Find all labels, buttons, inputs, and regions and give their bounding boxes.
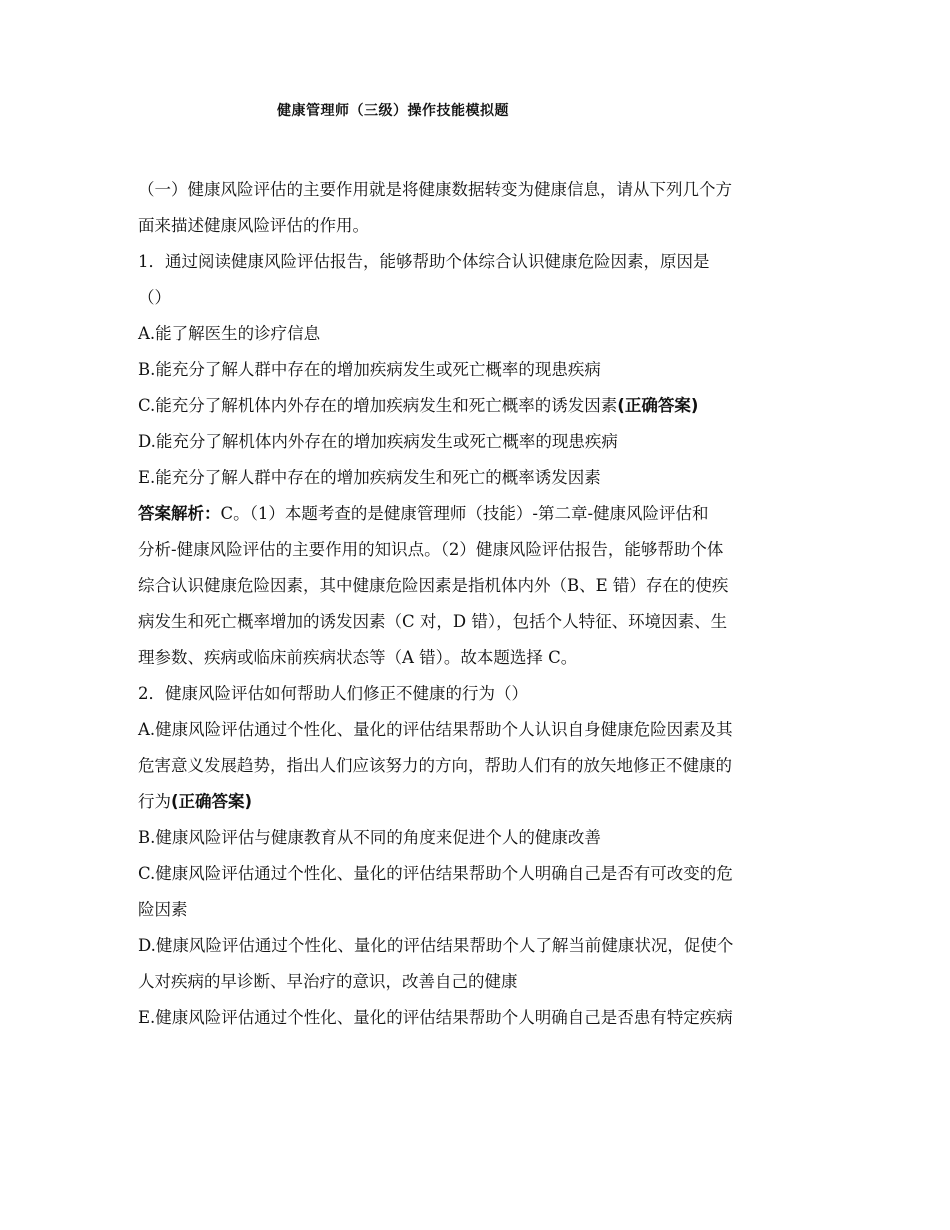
q2-option-e: E.健康风险评估通过个性化、量化的评估结果帮助个人明确自己是否患有特定疾病 <box>138 1008 733 1027</box>
q1-stem-line-2: （） <box>138 288 171 307</box>
q2-option-d-line-1: D.健康风险评估通过个性化、量化的评估结果帮助个人了解当前健康状况，促使个 <box>138 936 734 955</box>
q2-option-c-line-2: 险因素 <box>138 900 188 919</box>
q2-option-a-text: 行为 <box>138 792 171 811</box>
q1-analysis-line-2: 分析-健康风险评估的主要作用的知识点。（2）健康风险评估报告，能够帮助个体 <box>138 540 724 559</box>
q2-stem: 2．健康风险评估如何帮助人们修正不健康的行为（） <box>138 684 528 703</box>
analysis-label: 答案解析： <box>138 504 221 523</box>
q2-option-a-line-2: 危害意义发展趋势，指出人们应该努力的方向，帮助人们有的放矢地修正不健康的 <box>138 756 732 775</box>
document-body <box>138 172 818 1036</box>
q2-option-b: B.健康风险评估与健康教育从不同的角度来促进个人的健康改善 <box>138 828 601 847</box>
q1-option-c <box>138 388 818 424</box>
q1-analysis-line-3: 综合认识健康危险因素，其中健康危险因素是指机体内外（B、E 错）存在的使疾 <box>138 576 729 595</box>
q1-option-c-text: C.能充分了解机体内外存在的增加疾病发生和死亡概率的诱发因素 <box>138 396 618 415</box>
q1-analysis-line-5: 理参数、疾病或临床前疾病状态等（A 错）。故本题选择 C。 <box>138 648 578 667</box>
correct-answer-mark: (正确答案) <box>171 792 253 811</box>
q1-stem-line-1: 1．通过阅读健康风险评估报告，能够帮助个体综合认识健康危险因素，原因是 <box>138 252 710 271</box>
q1-option-a: A.能了解医生的诊疗信息 <box>138 324 321 343</box>
q2-option-a-line-1: A.健康风险评估通过个性化、量化的评估结果帮助个人认识自身健康危险因素及其 <box>138 720 733 739</box>
correct-answer-mark: (正确答案) <box>617 396 699 415</box>
analysis-text: C。（1）本题考查的是健康管理师（技能）-第二章-健康风险评估和 <box>220 504 709 523</box>
q2-option-d-line-2: 人对疾病的早诊断、早治疗的意识，改善自己的健康 <box>138 972 518 991</box>
q2-option-c-line-1: C.健康风险评估通过个性化、量化的评估结果帮助个人明确自己是否有可改变的危 <box>138 864 733 883</box>
q1-analysis-line-4: 病发生和死亡概率增加的诱发因素（C 对，D 错），包括个人特征、环境因素、生 <box>138 612 728 631</box>
q1-option-e: E.能充分了解人群中存在的增加疾病发生和死亡的概率诱发因素 <box>138 468 601 487</box>
q2-option-a-line-3 <box>138 784 818 820</box>
intro-line-1: （一）健康风险评估的主要作用就是将健康数据转变为健康信息，请从下列几个方 <box>138 180 732 199</box>
q1-analysis-line-1 <box>138 496 818 532</box>
document-title: 健康管理师（三级）操作技能模拟题 <box>277 103 509 119</box>
q1-option-b: B.能充分了解人群中存在的增加疾病发生或死亡概率的现患疾病 <box>138 360 601 379</box>
q1-option-d: D.能充分了解机体内外存在的增加疾病发生或死亡概率的现患疾病 <box>138 432 618 451</box>
intro-line-2: 面来描述健康风险评估的作用。 <box>138 216 369 235</box>
